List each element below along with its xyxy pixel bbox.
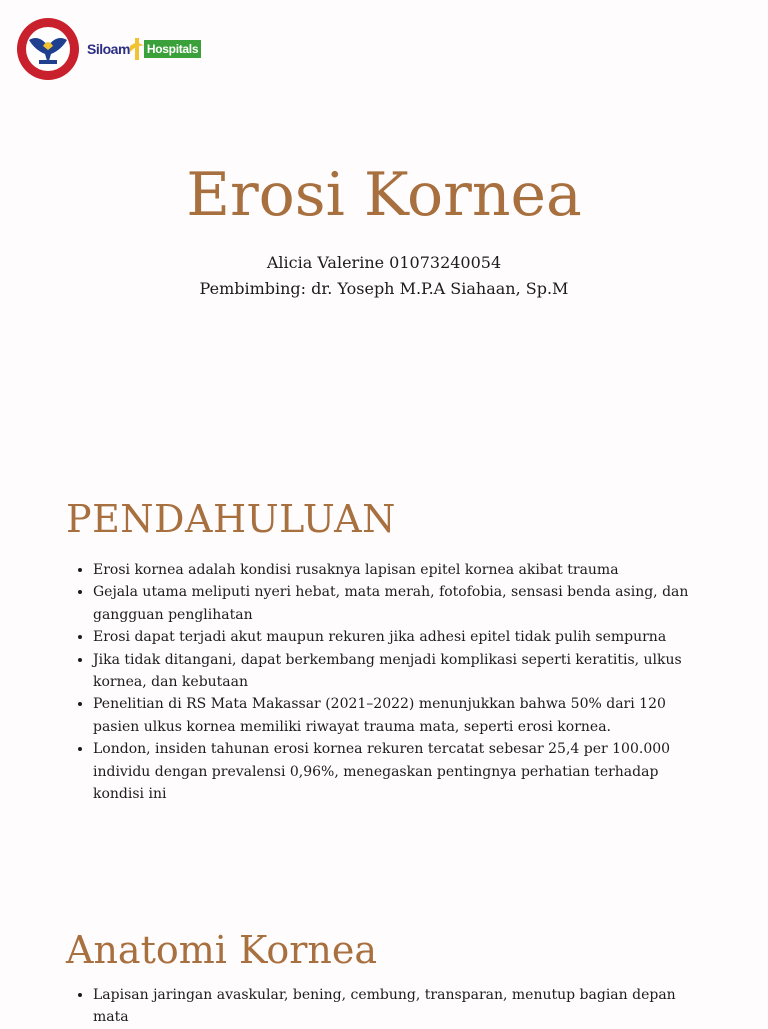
list-item: • Lapisan jaringan avaskular, bening, cembung, transparan, menutup bagian depan mata — [93, 984, 713, 1029]
list-item: • Erosi dapat terjadi akut maupun rekuren jika adhesi epitel tidak pulih sempurna — [93, 626, 713, 648]
anatomi-list — [77, 984, 713, 1029]
pendahuluan-list — [77, 559, 713, 805]
page-title: Erosi Kornea — [186, 160, 582, 230]
section-title-pendahuluan: PENDAHULUAN — [66, 497, 396, 541]
advisor-line: Pembimbing: dr. Yoseph M.P.A Siahaan, Sp.M — [199, 279, 569, 298]
section-title-anatomi: Anatomi Kornea — [66, 928, 378, 972]
header-logos — [15, 15, 201, 83]
siloam-logo — [87, 38, 201, 60]
list-item: • London, insiden tahunan erosi kornea rekuren tercatat sebesar 25,4 per 100.000 individu dengan prevalensi 0,96%, menegaskan pentingnya perhatian terhadap kondisi ini — [93, 738, 713, 805]
list-item: • Jika tidak ditangani, dapat berkembang menjadi komplikasi seperti keratitis, ulkus kornea, dan kebutaan — [93, 649, 713, 694]
siloam-suffix: Hospitals — [144, 40, 201, 58]
author-line: Alicia Valerine 01073240054 — [266, 253, 502, 272]
siloam-name: Siloam — [87, 41, 130, 57]
list-item: • Erosi kornea adalah kondisi rusaknya lapisan epitel kornea akibat trauma — [93, 559, 713, 581]
list-item: • Penelitian di RS Mata Makassar (2021–2022) menunjukkan bahwa 50% dari 120 pasien ulkus kornea memiliki riwayat trauma mata, seperti erosi kornea. — [93, 693, 713, 738]
university-seal-icon — [15, 16, 81, 82]
list-item: • Gejala utama meliputi nyeri hebat, mata merah, fotofobia, sensasi benda asing, dan gangguan penglihatan — [93, 581, 713, 626]
